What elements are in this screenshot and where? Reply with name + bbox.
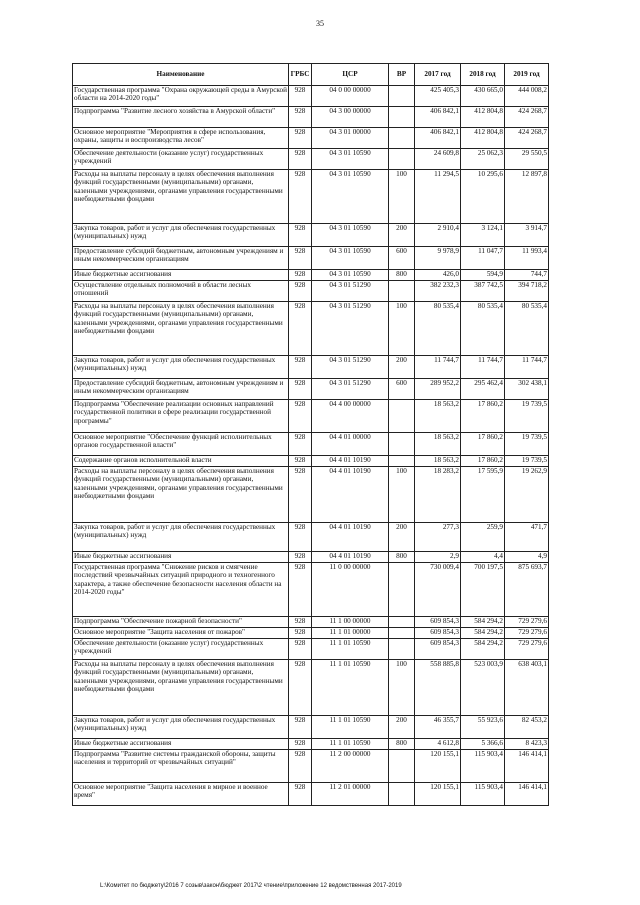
cell-2017: 2,9 [415,552,461,563]
cell-vr: 100 [389,467,415,523]
cell-vr: 200 [389,224,415,247]
cell-2018: 259,9 [461,523,505,552]
cell-vr: 200 [389,716,415,739]
cell-csr: 11 1 01 10590 [312,639,389,660]
cell-name: Иные бюджетные ассигнования [73,739,289,750]
cell-csr: 04 0 00 00000 [312,86,389,107]
cell-2019: 4,9 [505,552,549,563]
cell-2017: 730 009,4 [415,563,461,617]
cell-csr: 04 4 01 10190 [312,467,389,523]
cell-2017: 382 232,3 [415,281,461,302]
table-header-row [73,64,549,86]
cell-name: Закупка товаров, работ и услуг для обеспечения государственных (муниципальных) нужд [73,716,289,739]
cell-name: Подпрограмма "Развитие системы гражданской обороны, защиты населения и территорий от чрезвычайных ситуаций" [73,750,289,783]
cell-2019: 729 279,6 [505,639,549,660]
cell-grbs: 928 [289,247,312,270]
cell-name: Расходы на выплаты персоналу в целях обеспечения выполнения функций государственными (муниципальными) органами, казенными учреждениями, органами управления государственными внебюджетными фондами [73,660,289,716]
cell-2018: 700 197,5 [461,563,505,617]
cell-vr: 800 [389,552,415,563]
cell-csr: 11 1 00 00000 [312,617,389,628]
cell-2019: 19 739,5 [505,400,549,433]
cell-2019: 11 744,7 [505,356,549,379]
cell-name: Основное мероприятие "Защита населения в мирное и военное время" [73,783,289,806]
cell-name: Закупка товаров, работ и услуг для обеспечения государственных (муниципальных) нужд [73,523,289,552]
cell-csr: 11 1 01 10590 [312,739,389,750]
cell-vr [389,750,415,783]
table-row [73,523,549,552]
table-row [73,783,549,806]
cell-grbs: 928 [289,356,312,379]
cell-grbs: 928 [289,750,312,783]
cell-grbs: 928 [289,617,312,628]
cell-2018: 430 665,0 [461,86,505,107]
cell-vr [389,400,415,433]
cell-2019: 12 897,8 [505,170,549,224]
table-row [73,128,549,149]
table-row [73,716,549,739]
cell-name: Государственная программа "Снижение рисков и смягчение последствий чрезвычайных ситуаций природного и техногенного характера, а также обеспечение безопасности населения области на 2014-2020 годы" [73,563,289,617]
cell-2019: 3 914,7 [505,224,549,247]
cell-2018: 55 923,6 [461,716,505,739]
cell-2019: 19 739,5 [505,433,549,456]
cell-grbs: 928 [289,467,312,523]
cell-2019: 424 268,7 [505,107,549,128]
cell-grbs: 928 [289,86,312,107]
budget-table [72,63,549,806]
cell-vr [389,639,415,660]
table-body [73,86,549,806]
table-row [73,617,549,628]
table-row [73,281,549,302]
column-header-2019: 2019 год [505,64,549,86]
cell-2017: 2 910,4 [415,224,461,247]
table-row [73,302,549,356]
cell-2019: 11 993,4 [505,247,549,270]
cell-2018: 115 903,4 [461,783,505,806]
cell-name: Подпрограмма "Развитие лесного хозяйства в Амурской области" [73,107,289,128]
cell-2019: 444 008,2 [505,86,549,107]
cell-grbs: 928 [289,400,312,433]
cell-2018: 584 294,2 [461,628,505,639]
cell-2018: 387 742,5 [461,281,505,302]
cell-csr: 11 1 01 10590 [312,660,389,716]
cell-2019: 19 262,9 [505,467,549,523]
cell-csr: 04 4 01 10190 [312,456,389,467]
table-row [73,400,549,433]
cell-grbs: 928 [289,563,312,617]
cell-2018: 17 860,2 [461,400,505,433]
cell-2017: 80 535,4 [415,302,461,356]
cell-vr [389,456,415,467]
cell-2018: 17 595,9 [461,467,505,523]
cell-vr: 200 [389,523,415,552]
cell-2019: 19 739,5 [505,456,549,467]
cell-2019: 80 535,4 [505,302,549,356]
cell-grbs: 928 [289,716,312,739]
cell-csr: 04 3 01 51290 [312,379,389,400]
cell-grbs: 928 [289,456,312,467]
cell-grbs: 928 [289,552,312,563]
cell-csr: 04 3 01 00000 [312,128,389,149]
cell-vr [389,563,415,617]
cell-csr: 11 2 01 00000 [312,783,389,806]
column-header-name: Наименование [73,64,289,86]
table-row [73,628,549,639]
column-header-vr: ВР [389,64,415,86]
table-row [73,639,549,660]
cell-name: Иные бюджетные ассигнования [73,270,289,281]
cell-2018: 17 860,2 [461,456,505,467]
cell-2017: 406 842,1 [415,107,461,128]
cell-csr: 04 3 00 00000 [312,107,389,128]
cell-name: Содержание органов исполнительной власти [73,456,289,467]
cell-name: Подпрограмма "Обеспечение пожарной безопасности" [73,617,289,628]
cell-csr: 11 0 00 00000 [312,563,389,617]
table-row [73,739,549,750]
column-header-2017: 2017 год [415,64,461,86]
cell-2019: 875 693,7 [505,563,549,617]
cell-name: Государственная программа "Охрана окружающей среды в Амурской области на 2014-2020 годы" [73,86,289,107]
cell-vr: 100 [389,302,415,356]
cell-2017: 426,0 [415,270,461,281]
cell-2017: 558 885,8 [415,660,461,716]
table-row [73,456,549,467]
cell-2019: 82 453,2 [505,716,549,739]
cell-2019: 146 414,1 [505,750,549,783]
cell-csr: 04 4 01 00000 [312,433,389,456]
cell-2017: 11 294,5 [415,170,461,224]
cell-name: Основное мероприятие "Защита населения от пожаров" [73,628,289,639]
cell-vr [389,617,415,628]
cell-csr: 04 4 01 10190 [312,523,389,552]
cell-2017: 406 842,1 [415,128,461,149]
cell-2018: 584 294,2 [461,617,505,628]
cell-2017: 289 952,2 [415,379,461,400]
cell-name: Расходы на выплаты персоналу в целях обеспечения выполнения функций государственными (муниципальными) органами, казенными учреждениями, органами управления государственными внебюджетными фондами [73,170,289,224]
cell-2018: 523 003,9 [461,660,505,716]
cell-2018: 584 294,2 [461,639,505,660]
cell-2017: 18 563,2 [415,433,461,456]
table-row [73,170,549,224]
cell-2018: 115 903,4 [461,750,505,783]
table-row [73,379,549,400]
cell-2019: 638 403,1 [505,660,549,716]
cell-vr [389,86,415,107]
cell-2017: 11 744,7 [415,356,461,379]
table-row [73,433,549,456]
cell-csr: 04 3 01 10590 [312,270,389,281]
cell-vr: 100 [389,660,415,716]
cell-vr [389,433,415,456]
cell-grbs: 928 [289,302,312,356]
table-row [73,552,549,563]
cell-2019: 744,7 [505,270,549,281]
cell-grbs: 928 [289,628,312,639]
cell-2018: 5 366,6 [461,739,505,750]
cell-vr [389,107,415,128]
cell-2019: 8 423,3 [505,739,549,750]
column-header-csr: ЦСР [312,64,389,86]
table-row [73,563,549,617]
cell-name: Предоставление субсидий бюджетным, автономным учреждениям и иным некоммерческим организациям [73,247,289,270]
cell-csr: 04 4 00 00000 [312,400,389,433]
cell-2017: 9 978,9 [415,247,461,270]
cell-name: Основное мероприятие "Мероприятия в сфере использования, охраны, защиты и воспроизводства лесов" [73,128,289,149]
cell-grbs: 928 [289,379,312,400]
cell-name: Обеспечение деятельности (оказание услуг) государственных учреждений [73,639,289,660]
cell-2019: 729 279,6 [505,628,549,639]
cell-name: Иные бюджетные ассигнования [73,552,289,563]
column-header-grbs: ГРБС [289,64,312,86]
cell-vr [389,128,415,149]
cell-2018: 295 462,4 [461,379,505,400]
cell-2017: 120 155,1 [415,750,461,783]
cell-csr: 04 3 01 10590 [312,149,389,170]
cell-csr: 11 2 00 00000 [312,750,389,783]
cell-grbs: 928 [289,433,312,456]
cell-2018: 17 860,2 [461,433,505,456]
cell-2017: 609 854,3 [415,617,461,628]
cell-grbs: 928 [289,281,312,302]
cell-csr: 04 3 01 51290 [312,302,389,356]
cell-vr: 800 [389,270,415,281]
cell-csr: 04 3 01 10590 [312,247,389,270]
cell-2018: 594,9 [461,270,505,281]
cell-2019: 29 550,5 [505,149,549,170]
cell-vr: 200 [389,356,415,379]
cell-2018: 4,4 [461,552,505,563]
cell-csr: 11 1 01 00000 [312,628,389,639]
cell-2017: 24 609,8 [415,149,461,170]
table-row [73,750,549,783]
cell-vr [389,628,415,639]
cell-2019: 146 414,1 [505,783,549,806]
cell-csr: 04 3 01 10590 [312,170,389,224]
cell-grbs: 928 [289,107,312,128]
table-row [73,247,549,270]
cell-2019: 729 279,6 [505,617,549,628]
cell-2018: 25 062,3 [461,149,505,170]
cell-csr: 04 3 01 51290 [312,356,389,379]
cell-csr: 11 1 01 10590 [312,716,389,739]
cell-2018: 10 295,6 [461,170,505,224]
cell-vr [389,281,415,302]
table-row [73,356,549,379]
cell-grbs: 928 [289,783,312,806]
cell-2018: 11 744,7 [461,356,505,379]
table-row [73,660,549,716]
cell-2018: 412 804,8 [461,107,505,128]
table-row [73,224,549,247]
cell-2019: 302 438,1 [505,379,549,400]
cell-2017: 46 355,7 [415,716,461,739]
cell-vr [389,149,415,170]
cell-2019: 424 268,7 [505,128,549,149]
cell-2017: 609 854,3 [415,628,461,639]
cell-csr: 04 3 01 51290 [312,281,389,302]
cell-vr [389,783,415,806]
cell-grbs: 928 [289,149,312,170]
cell-grbs: 928 [289,639,312,660]
cell-name: Закупка товаров, работ и услуг для обеспечения государственных (муниципальных) нужд [73,224,289,247]
cell-2018: 412 804,8 [461,128,505,149]
column-header-2018: 2018 год [461,64,505,86]
cell-2017: 120 155,1 [415,783,461,806]
cell-name: Подпрограмма "Обеспечение реализации основных направлений государственной политики в сфере реализации государственной программы" [73,400,289,433]
table-row [73,149,549,170]
cell-csr: 04 4 01 10190 [312,552,389,563]
cell-name: Обеспечение деятельности (оказание услуг) государственных учреждений [73,149,289,170]
cell-vr: 800 [389,739,415,750]
table-row [73,467,549,523]
cell-vr: 100 [389,170,415,224]
cell-2017: 425 405,3 [415,86,461,107]
cell-grbs: 928 [289,660,312,716]
cell-2017: 18 563,2 [415,400,461,433]
cell-name: Осуществление отдельных полномочий в области лесных отношений [73,281,289,302]
cell-grbs: 928 [289,170,312,224]
page-number: 35 [316,19,324,28]
cell-2017: 18 563,2 [415,456,461,467]
file-path-footer: L:\Комитет по бюджету\2016 7 созыв\закон\бюджет 2017\2 чтение\приложение 12 ведомственная 2017-2019 [100,883,402,889]
cell-vr: 600 [389,379,415,400]
cell-grbs: 928 [289,224,312,247]
cell-2017: 4 612,8 [415,739,461,750]
cell-name: Закупка товаров, работ и услуг для обеспечения государственных (муниципальных) нужд [73,356,289,379]
cell-name: Предоставление субсидий бюджетным, автономным учреждениям и иным некоммерческим организациям [73,379,289,400]
cell-name: Расходы на выплаты персоналу в целях обеспечения выполнения функций государственными (муниципальными) органами, казенными учреждениями, органами управления государственными внебюджетными фондами [73,302,289,356]
cell-csr: 04 3 01 10590 [312,224,389,247]
table-row [73,86,549,107]
table-row [73,107,549,128]
table-row [73,270,549,281]
cell-2019: 394 718,2 [505,281,549,302]
cell-grbs: 928 [289,270,312,281]
cell-grbs: 928 [289,523,312,552]
cell-name: Основное мероприятие "Обеспечение функций исполнительных органов государственной власти" [73,433,289,456]
cell-name: Расходы на выплаты персоналу в целях обеспечения выполнения функций государственными (муниципальными) органами, казенными учреждениями, органами управления государственными внебюджетными фондами [73,467,289,523]
cell-grbs: 928 [289,739,312,750]
cell-vr: 600 [389,247,415,270]
cell-grbs: 928 [289,128,312,149]
cell-2018: 3 124,1 [461,224,505,247]
cell-2017: 609 854,3 [415,639,461,660]
cell-2018: 80 535,4 [461,302,505,356]
cell-2017: 18 283,2 [415,467,461,523]
cell-2017: 277,3 [415,523,461,552]
cell-2019: 471,7 [505,523,549,552]
cell-2018: 11 047,7 [461,247,505,270]
